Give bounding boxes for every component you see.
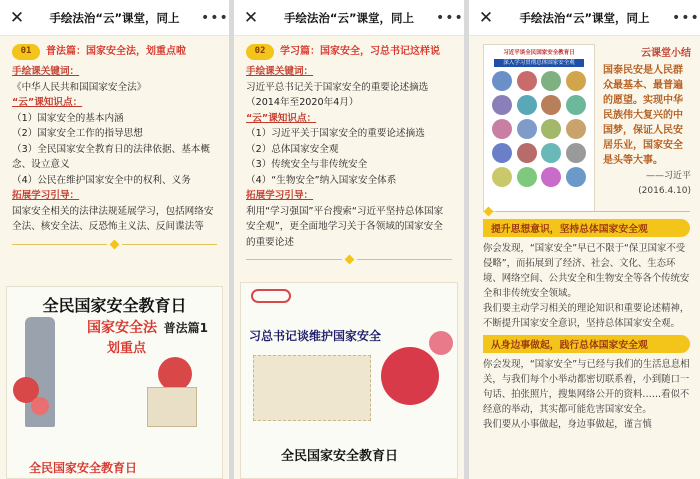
quote-date: (2016.4.10) [638,186,691,196]
topic-icon [517,119,537,139]
poster-bottom-title: 全民国家安全教育日 [281,449,399,464]
summary-paragraph: 我们要主动学习相关的理论知识和重要论述精神，不断提升国家安全意识，坚持总体国家安全观。 [483,303,690,329]
quote-author: ——习近平 [645,171,691,181]
section-header [12,44,217,60]
knowledge-point: （4）公民在维护国家安全中的权利、义务 [12,174,191,186]
poster-subtitle: 国家安全法 [87,320,157,336]
keyword-label: 手绘课关键词： [246,66,314,77]
highlight-band: 提升思想意识，坚持总体国家安全观 [483,219,690,237]
thumbnail-banner: 深入学习贯彻总体国家安全观 [494,59,584,67]
article-content [234,36,464,263]
poster-title: 习总书记谈维护国家安全 [249,329,382,343]
topic-icon [541,95,561,115]
quote-text: 国泰民安是人民群众最基本、最普遍的愿望。实现中华民族伟大复兴的中国梦，保证人民安居乐业，国家安全是头等大事。 [603,65,683,166]
topic-icon [541,71,561,91]
topic-icon [566,167,586,187]
poster-bottom-title: 全民国家安全教育日 [29,461,138,475]
keyword-value: 习近平总书记关于国家安全的重要论述摘选（2014年至2020年4月） [246,81,429,108]
poster-subtitle-2: 划重点 [107,341,147,356]
topic-icon [492,167,512,187]
article-panel-2 [234,0,464,479]
diamond-icon [484,207,494,217]
diamond-icon [344,255,354,265]
topic-icon [492,143,512,163]
keyword-value: 《中华人民共和国国家安全法》 [12,81,147,93]
topic-icon [517,167,537,187]
poster-tag: 普法篇1 [163,321,208,335]
section-badge: 01 [12,44,40,60]
handdrawn-poster-image [6,286,223,479]
section-title: 普法篇：国家安全法，划重点啦 [46,46,186,58]
topic-icon [541,119,561,139]
title-bar [234,0,464,36]
window-title: 手绘法治“云”课堂，同上 [49,10,180,25]
topic-icon [517,95,537,115]
knowledge-point: （4）“生物安全”纳入国家安全体系 [246,174,397,186]
summary-paragraph: 你会发现，“国家安全”早已不限于“保卫国家不受侵略”，而拓展到了经济、社会、文化、生态环境、网络空间、公共安全和生物安全等各个传统安全和非传统安全领域。 [483,243,690,299]
title-bar [469,0,700,36]
topic-icon [541,167,561,187]
flower-illustration [158,357,192,391]
topic-icon [492,119,512,139]
knowledge-point: （1）国家安全的基本内涵 [12,112,124,124]
peony-illustration [381,347,439,405]
topic-icon [566,71,586,91]
flower-illustration [31,397,49,415]
topic-icon [566,95,586,115]
keyword-label: 手绘课关键词： [12,66,80,77]
topic-icon [517,71,537,91]
notes-illustration [253,355,371,421]
book-illustration [147,387,197,427]
section-divider [12,241,217,248]
article-panel-1 [0,0,229,479]
summary-title: 云课堂小结 [641,48,691,59]
close-icon[interactable]: ✕ [9,7,25,28]
topic-icon [541,143,561,163]
topic-icon [492,95,512,115]
knowledge-point: （3）全民国家安全教育日的法律依据、基本概念、设立意义 [12,143,210,170]
diamond-icon [110,239,120,249]
summary-block [479,44,690,216]
topic-icon [517,143,537,163]
knowledge-label: “云”课知识点： [12,97,83,108]
summary-paragraph: 我们要从小事做起，身边事做起，谨言慎 [483,419,652,430]
thumbnail-icon-grid [488,71,590,187]
section-badge: 02 [246,44,274,60]
flower-illustration [429,331,453,355]
article-panel-3 [469,0,700,479]
section-divider [246,256,452,263]
knowledge-point: （3）传统安全与非传统安全 [246,159,368,170]
summary-paragraph: 你会发现，“国家安全”与已经与我们的生活息息相关，与我们每个小举动都密切联系着，小到随口一句话、拍张照片，搜集网络公开的资料……看似不经意的举动，其实都可能危害国家安全。 [483,359,690,415]
guide-text: 利用“学习强国”平台搜索“习近平坚持总体国家安全观”，更全面地学习关于各领域的国家安全的重要论述 [246,205,444,248]
summary-body [483,206,690,432]
window-title: 手绘法治“云”课堂，同上 [519,10,650,25]
summary-quote [603,44,691,198]
topic-icon [492,71,512,91]
cloud-illustration [251,289,291,303]
highlight-band: 从身边事做起，践行总体国家安全观 [483,335,690,353]
close-icon[interactable]: ✕ [478,7,494,28]
section-divider [483,208,690,215]
title-bar [0,0,229,36]
section-title: 学习篇：国家安全，习总书记这样说 [280,46,440,58]
knowledge-point: （2）总体国家安全观 [246,143,339,155]
handdrawn-poster-image [240,282,458,479]
more-dots-icon[interactable]: ••• [672,9,700,26]
guide-text: 国家安全相关的法律法规延展学习，包括网络安全法、核安全法、反恐怖主义法、反间谍法等 [12,205,214,232]
poster-thumbnail [483,44,595,212]
section-header [246,44,452,60]
close-icon[interactable]: ✕ [243,7,259,28]
more-dots-icon[interactable]: ••• [436,9,464,26]
knowledge-point: （2）国家安全工作的指导思想 [12,128,143,139]
guide-label: 拓展学习引导： [12,190,80,201]
guide-label: 拓展学习引导： [246,190,314,201]
topic-icon [566,143,586,163]
window-title: 手绘法治“云”课堂，同上 [283,10,415,25]
article-content [0,36,229,248]
thumbnail-heading: 习近平谈全民国家安全教育日 [503,50,575,56]
knowledge-label: “云”课知识点： [246,112,317,124]
knowledge-point: （1）习近平关于国家安全的重要论述摘选 [246,128,425,139]
topic-icon [566,119,586,139]
poster-title: 全民国家安全教育日 [42,296,187,315]
more-dots-icon[interactable]: ••• [201,9,229,26]
